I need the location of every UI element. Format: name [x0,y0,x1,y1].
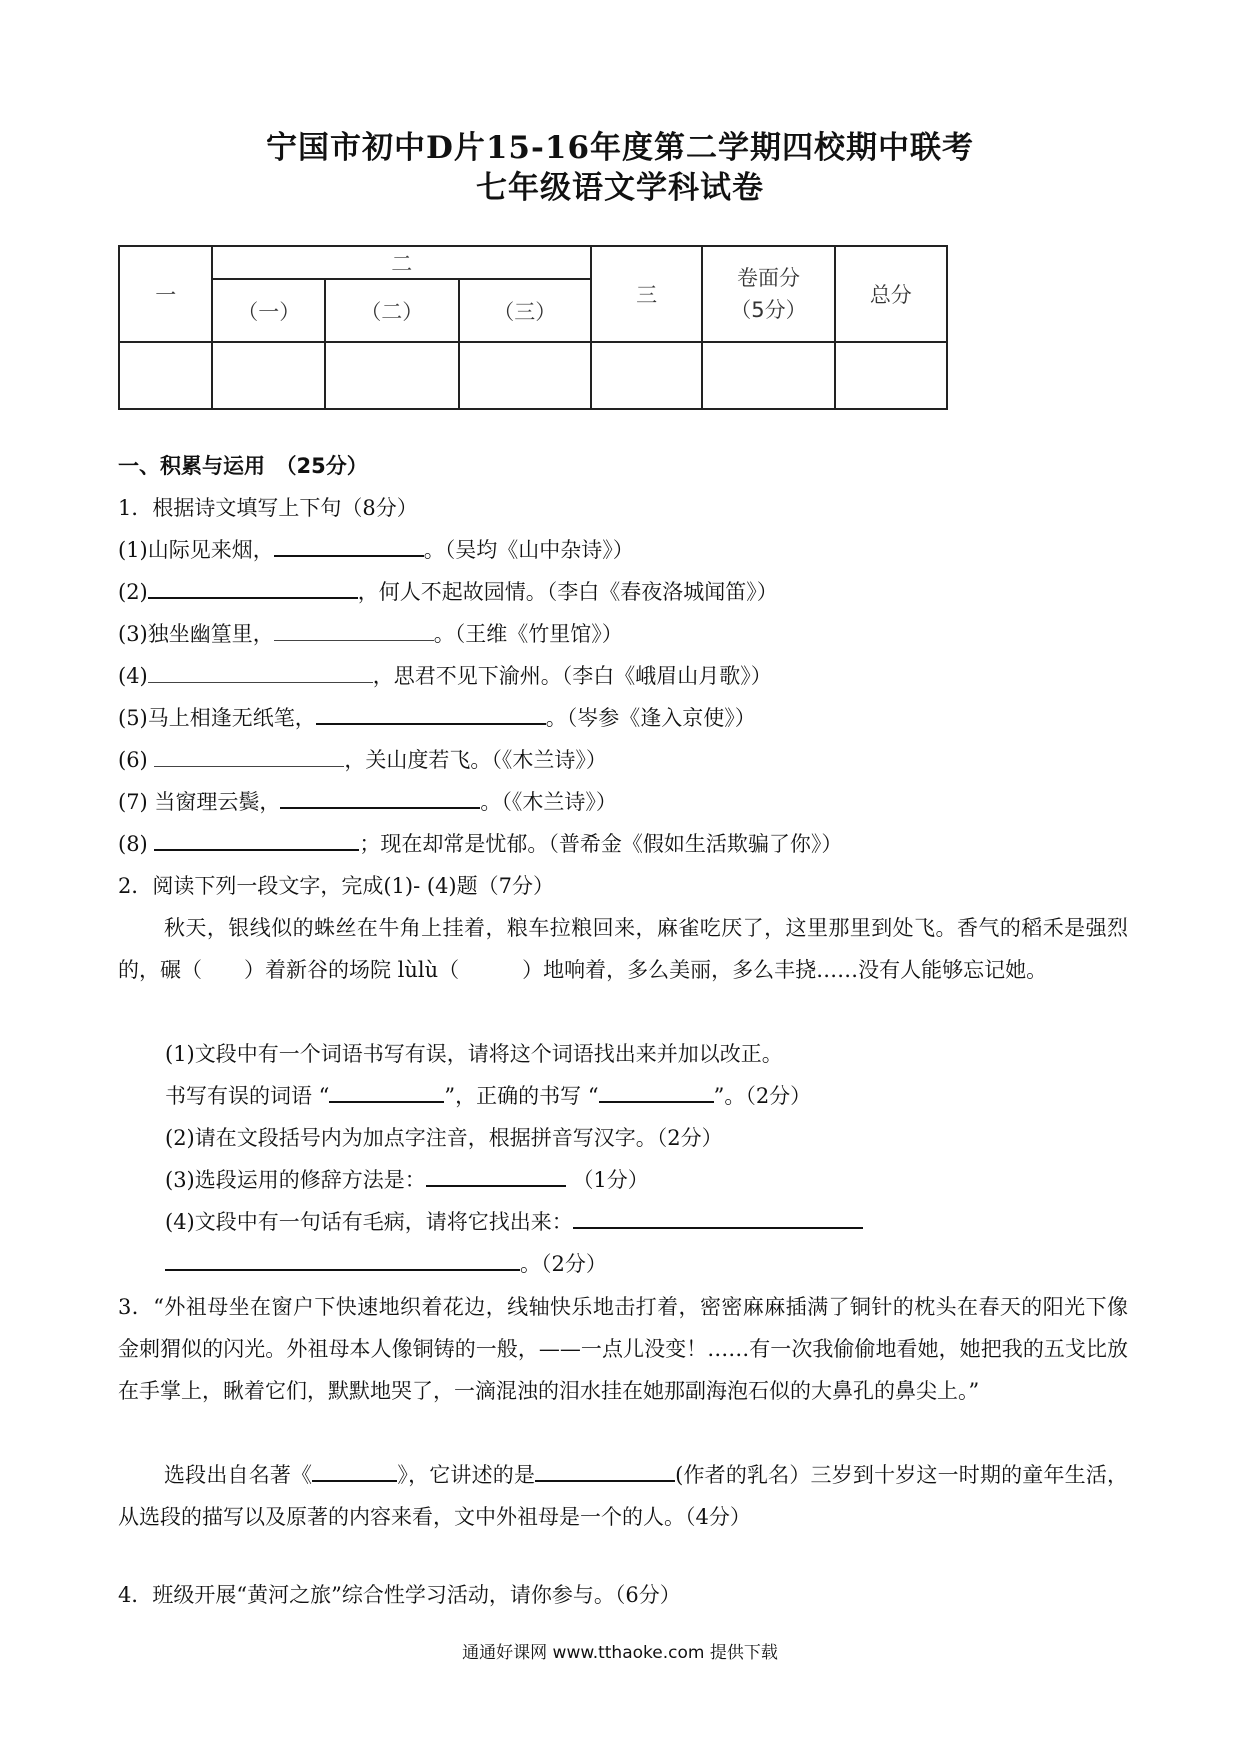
answer-blank[interactable] [316,703,546,725]
score-table [118,245,948,410]
exam-title-line1: 宁国市初中D片15-16年度第二学期四校期中联考 [265,130,975,166]
q1-item-1-pre: (1)山际见来烟， [118,538,274,562]
score-cell [591,342,702,409]
book-title-blank[interactable] [312,1460,397,1482]
q1-item-4-post: ，思君不见下渝州。（李白《峨眉山月歌》） [372,664,772,688]
score-col-total: 总分 [835,246,947,342]
score-cell [325,342,458,409]
answer-blank[interactable] [148,662,373,683]
q1-item-6-pre: (6) [118,748,155,772]
section-heading: 一、积累与运用 （25分） [118,454,368,478]
q2-sub-1-answer [165,1081,811,1111]
q3-end: 的人。（4分） [622,1505,751,1529]
author-name-blank[interactable] [535,1460,675,1482]
q3-question [118,1454,1128,1538]
rhetoric-blank[interactable] [426,1165,566,1187]
score-sub-2: （二） [325,279,458,342]
score-cell [702,342,834,409]
q2-passage: 秋天，银线似的蛛丝在牛角上挂着，粮车拉粮回来，麻雀吃厌了，这里那里到处飞。香气的稻禾是强烈的，碾（ ）着新谷的场院 lùlù（ ）地响着，多么美丽，多么丰挠……没有人能够忘记她。 [118,916,1128,982]
wrong-word-blank[interactable] [329,1081,444,1103]
q1-item-8-post: ；现在却常是忧郁。（普希金《假如生活欺骗了你》） [359,832,843,856]
q1-item-4-pre: (4) [118,664,148,688]
score-cell [119,342,212,409]
q3-passage: 3．“外祖母坐在窗户下快速地织着花边，线轴快乐地击打着，密密麻麻插满了铜针的枕头在春天的阳光下像金刺猬似的闪光。外祖母本人像铜铸的一般，——一点儿没变！……有一次我偷偷地看她，她把我的五戈比放在手掌上，瞅着它们，默默地哭了，一滴混浊的泪水挂在她那副海泡石似的大鼻孔的鼻尖上。” [118,1295,1128,1403]
q3-pre: 选段出自名著《 [164,1463,313,1487]
q1-item-8 [118,829,842,859]
score-cell [212,342,325,409]
q2-sub-1-mid: ”，正确的书写 “ [444,1084,599,1108]
score-col-4-label: 卷面分 [736,266,800,290]
q2-sub-1-prompt: (1)文段中有一个词语书写有误，请将这个词语找出来并加以改正。 [165,1042,783,1066]
q1-item-5 [118,703,756,733]
q2-sub-3-pre: (3)选段运用的修辞方法是： [165,1168,426,1192]
sentence-blank-2[interactable] [165,1249,520,1271]
answer-blank[interactable] [154,746,344,767]
q2-sub-1-pre: 书写有误的词语 “ [165,1084,330,1108]
q2-sub-2: (2)请在文段括号内为加点字注音，根据拼音写汉字。（2分） [165,1126,723,1150]
q1-item-2-post: ，何人不起故园情。（李白《春夜洛城闻笛》） [357,580,778,604]
exam-title-line2: 七年级语文学科试卷 [476,170,764,206]
q2-sub-4-post: 。（2分） [520,1252,607,1276]
score-cell [459,342,591,409]
score-col-4 [702,246,834,342]
score-sub-1: （一） [212,279,325,342]
answer-blank[interactable] [148,577,358,599]
q1-item-7-post: 。（《木兰诗》） [480,790,617,814]
answer-blank[interactable] [274,535,424,557]
q2-sub-4-cont [165,1249,607,1279]
q1-item-7 [118,787,617,817]
q1-item-5-pre: (5)马上相逢无纸笔， [118,706,316,730]
answer-blank[interactable] [280,787,480,809]
q1-item-7-pre: (7) 当窗理云鬓， [118,790,281,814]
q1-item-5-post: 。（岑参《逢入京使》） [545,706,756,730]
question-2-stem: 2．阅读下列一段文字，完成(1)- (4)题（7分） [118,874,554,898]
score-sub-3: （三） [459,279,591,342]
question-1-stem: 1．根据诗文填写上下句（8分） [118,496,418,520]
q1-item-3 [118,619,623,649]
correct-word-blank[interactable] [599,1081,714,1103]
q1-item-2-pre: (2) [118,580,148,604]
q1-item-1-post: 。（吴均《山中杂诗》） [423,538,634,562]
q2-sub-4 [165,1207,863,1237]
q1-item-2 [118,577,778,607]
q1-item-4 [118,661,772,691]
score-col-2: 二 [212,246,591,279]
answer-blank[interactable] [274,620,434,641]
answer-blank[interactable] [154,829,359,851]
q1-item-6-post: ，关山度若飞。（《木兰诗》） [344,748,607,772]
q1-item-3-pre: (3)独坐幽篁里， [118,622,274,646]
q3-mid: 》，它讲述的是 [397,1463,536,1487]
q2-sub-1-post: ”。（2分） [713,1084,812,1108]
sentence-blank[interactable] [573,1207,863,1229]
q2-sub-4-pre: (4)文段中有一句话有毛病，请将它找出来： [165,1210,573,1234]
score-col-1: 一 [119,246,212,342]
q1-item-8-pre: (8) [118,832,155,856]
q2-sub-3-post: （1分） [572,1168,649,1192]
score-col-4-points: （5分） [730,298,807,322]
q3-post: (作者的乳名）三岁到十岁这一时期的童年生活，从选段的描写以及原著的内容来看，文中外祖母是一个 [118,1463,1129,1529]
q2-sub-3 [165,1165,649,1195]
q1-item-3-post: 。（王维《竹里馆》） [433,622,623,646]
score-cell [835,342,947,409]
q1-item-6 [118,745,607,775]
q1-item-1 [118,535,634,565]
question-4-stem: 4．班级开展“黄河之旅”综合性学习活动，请你参与。（6分） [118,1583,681,1607]
score-col-3: 三 [591,246,702,342]
footer-source: 通通好课网 www.tthaoke.com 提供下载 [462,1643,778,1663]
